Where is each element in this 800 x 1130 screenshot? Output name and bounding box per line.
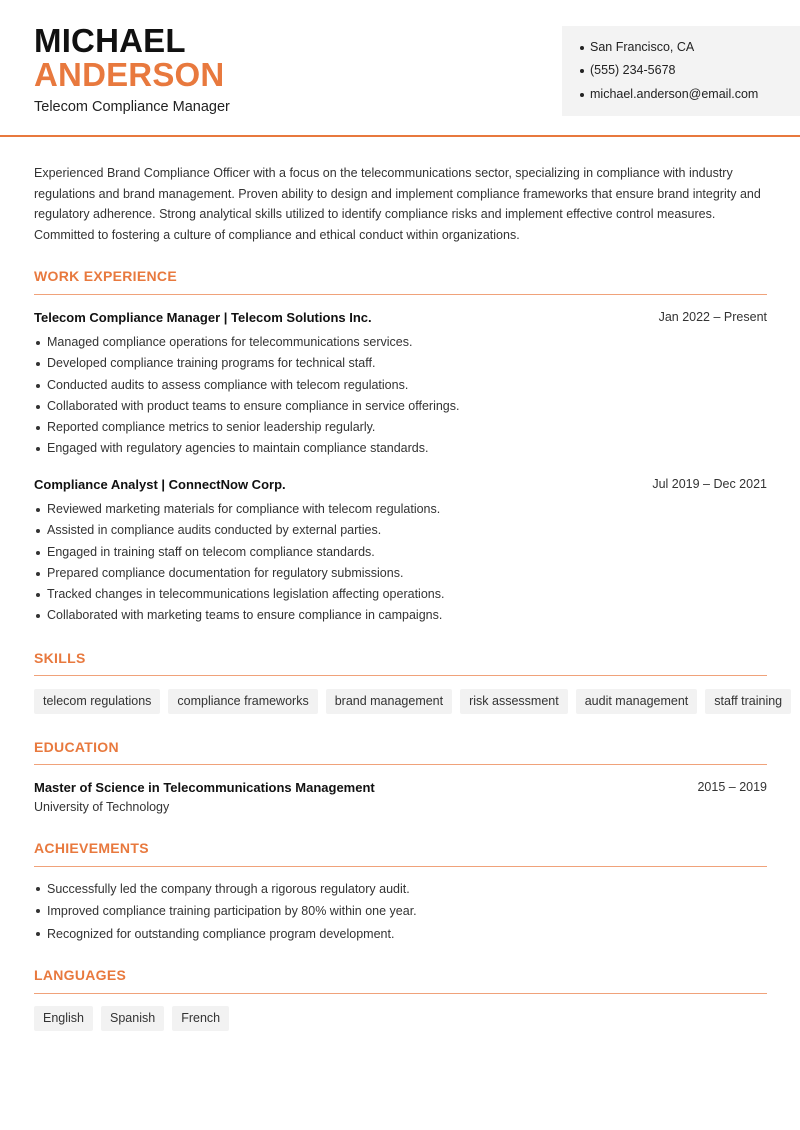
language-tag: English — [34, 1006, 93, 1031]
skill-tag: audit management — [576, 689, 698, 714]
language-tag: French — [172, 1006, 229, 1031]
job-bullets — [34, 499, 769, 627]
contact-phone: (555) 234-5678 — [580, 63, 675, 77]
list-item: Developed compliance training programs for technical staff. — [34, 353, 769, 374]
contact-email: michael.anderson@email.com — [580, 87, 758, 101]
job-date: Jul 2019 – Dec 2021 — [652, 477, 767, 491]
languages-heading: LANGUAGES — [34, 967, 127, 983]
resume-header — [0, 0, 800, 137]
achievements-list — [34, 878, 769, 945]
list-item: Engaged in training staff on telecom compliance standards. — [34, 542, 769, 563]
job-date: Jan 2022 – Present — [658, 310, 767, 324]
list-item: Successfully led the company through a rigorous regulatory audit. — [34, 878, 769, 900]
last-name: ANDERSON — [34, 56, 225, 93]
job-bullets — [34, 332, 769, 460]
contact-box — [562, 26, 800, 116]
skill-tag: compliance frameworks — [168, 689, 317, 714]
achievements-heading: ACHIEVEMENTS — [34, 840, 149, 856]
list-item: Improved compliance training participation by 80% within one year. — [34, 900, 769, 922]
skills-tags — [34, 689, 791, 714]
language-tag: Spanish — [101, 1006, 164, 1031]
skill-tag: brand management — [326, 689, 452, 714]
contact-location: San Francisco, CA — [580, 40, 694, 54]
section-divider — [34, 294, 767, 295]
language-tags — [34, 1006, 229, 1031]
list-item: Collaborated with product teams to ensure compliance in service offerings. — [34, 396, 769, 417]
job-title: Telecom Compliance Manager | Telecom Solutions Inc. — [34, 310, 372, 325]
job-role: Telecom Compliance Manager — [34, 99, 230, 115]
education-heading: EDUCATION — [34, 739, 119, 755]
skill-tag: risk assessment — [460, 689, 568, 714]
list-item: Conducted audits to assess compliance with telecom regulations. — [34, 375, 769, 396]
list-item: Managed compliance operations for telecommunications services. — [34, 332, 769, 353]
school-name: University of Technology — [34, 800, 170, 814]
list-item: Reviewed marketing materials for compliance with telecom regulations. — [34, 499, 769, 520]
skill-tag: telecom regulations — [34, 689, 160, 714]
list-item: Collaborated with marketing teams to ensure compliance in campaigns. — [34, 605, 769, 626]
section-divider — [34, 675, 767, 676]
list-item: Reported compliance metrics to senior leadership regularly. — [34, 417, 769, 438]
education-date: 2015 – 2019 — [697, 780, 767, 794]
skills-heading: SKILLS — [34, 650, 86, 666]
list-item: Assisted in compliance audits conducted by external parties. — [34, 520, 769, 541]
skill-tag: staff training — [705, 689, 791, 714]
list-item: Engaged with regulatory agencies to maintain compliance standards. — [34, 438, 769, 459]
section-divider — [34, 993, 767, 994]
work-experience-heading: WORK EXPERIENCE — [34, 268, 177, 284]
section-divider — [34, 764, 767, 765]
list-item: Tracked changes in telecommunications legislation affecting operations. — [34, 584, 769, 605]
list-item: Prepared compliance documentation for regulatory submissions. — [34, 563, 769, 584]
list-item: Recognized for outstanding compliance program development. — [34, 923, 769, 945]
summary-text: Experienced Brand Compliance Officer with a focus on the telecommunications sector, specializing in compliance with industry regulations and brand management. Proven ability to design and implement compliance frameworks that ensure brand integrity and regulatory adherence. Strong analytical skills utilized to identify compliance risks and implement effective control measures. Committed to fostering a culture of compliance and ethical conduct within organizations. — [34, 166, 761, 243]
job-title: Compliance Analyst | ConnectNow Corp. — [34, 477, 286, 492]
section-divider — [34, 866, 767, 867]
first-name: MICHAEL — [34, 22, 186, 59]
degree-title: Master of Science in Telecommunications Management — [34, 780, 375, 795]
